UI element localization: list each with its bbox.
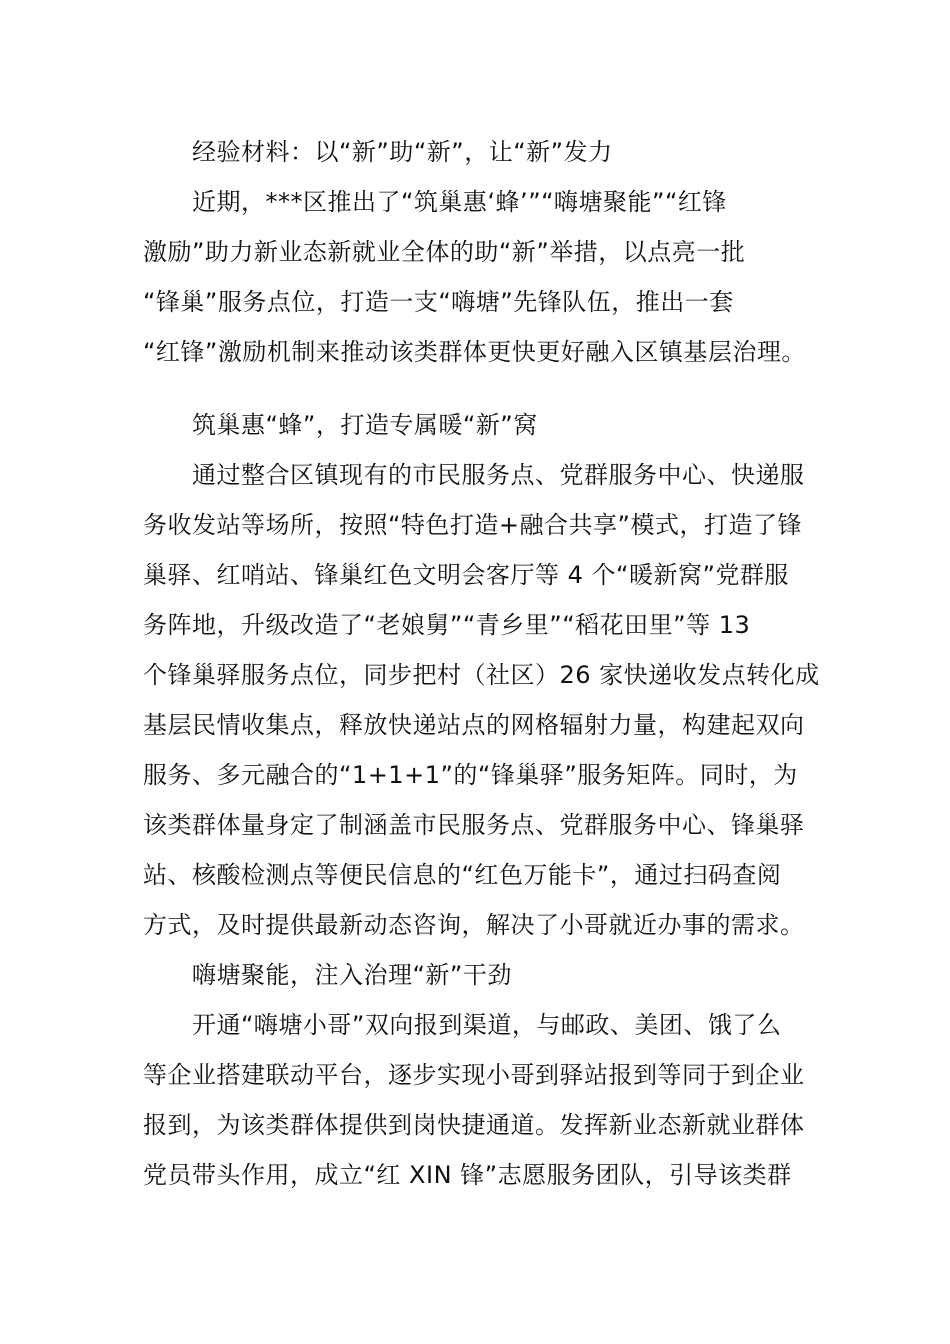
- paragraph-line: 个锋巢驿服务点位，同步把村（社区）26 家快递收发点转化成: [143, 661, 820, 689]
- paragraph-line: 通过整合区镇现有的市民服务点、党群服务中心、快递服: [192, 461, 805, 489]
- paragraph-line: 报到，为该类群体提供到岗快捷通道。发挥新业态新就业群体: [143, 1111, 805, 1139]
- paragraph-line: 开通“嗨塘小哥”双向报到渠道，与邮政、美团、饿了么: [192, 1011, 782, 1039]
- paragraph-line: 服务、多元融合的“1+1+1”的“锋巢驿”服务矩阵。同时，为: [143, 761, 798, 789]
- section-heading: 嗨塘聚能，注入治理“新”干劲: [192, 961, 512, 989]
- paragraph-line: 等企业搭建联动平台，逐步实现小哥到驿站报到等同于到企业: [143, 1061, 805, 1089]
- paragraph-line: 务收发站等场所，按照“特色打造+融合共享”模式，打造了锋: [143, 511, 802, 539]
- paragraph-line: 务阵地，升级改造了“老娘舅”“青乡里”“稻花田里”等 13: [143, 611, 751, 639]
- document-title: 经验材料：以“新”助“新”，让“新”发力: [192, 138, 613, 166]
- paragraph-line: 方式，及时提供最新动态咨询，解决了小哥就近办事的需求。: [143, 911, 805, 939]
- section-heading: 筑巢惠“蜂”，打造专属暖“新”窝: [192, 411, 538, 439]
- paragraph-line: 巢驿、红哨站、锋巢红色文明会客厅等 4 个“暖新窝”党群服: [143, 561, 789, 589]
- paragraph-line: 党员带头作用，成立“红 XIN 锋”志愿服务团队，引导该类群: [143, 1161, 792, 1189]
- paragraph-line: 该类群体量身定了制涵盖市民服务点、党群服务中心、锋巢驿: [143, 811, 805, 839]
- paragraph-line: 基层民情收集点，释放快递站点的网格辐射力量，构建起双向: [143, 711, 805, 739]
- intro-line: “红锋”激励机制来推动该类群体更快更好融入区镇基层治理。: [143, 338, 806, 366]
- intro-line: 激励”助力新业态新就业全体的助“新”举措，以点亮一批: [143, 238, 746, 266]
- paragraph-line: 站、核酸检测点等便民信息的“红色万能卡”，通过扫码查阅: [143, 861, 782, 889]
- intro-line: 近期，***区推出了“筑巢惠‘蜂’”“嗨塘聚能”“红锋: [192, 188, 727, 216]
- intro-line: “锋巢”服务点位，打造一支“嗨塘”先锋队伍，推出一套: [143, 288, 734, 316]
